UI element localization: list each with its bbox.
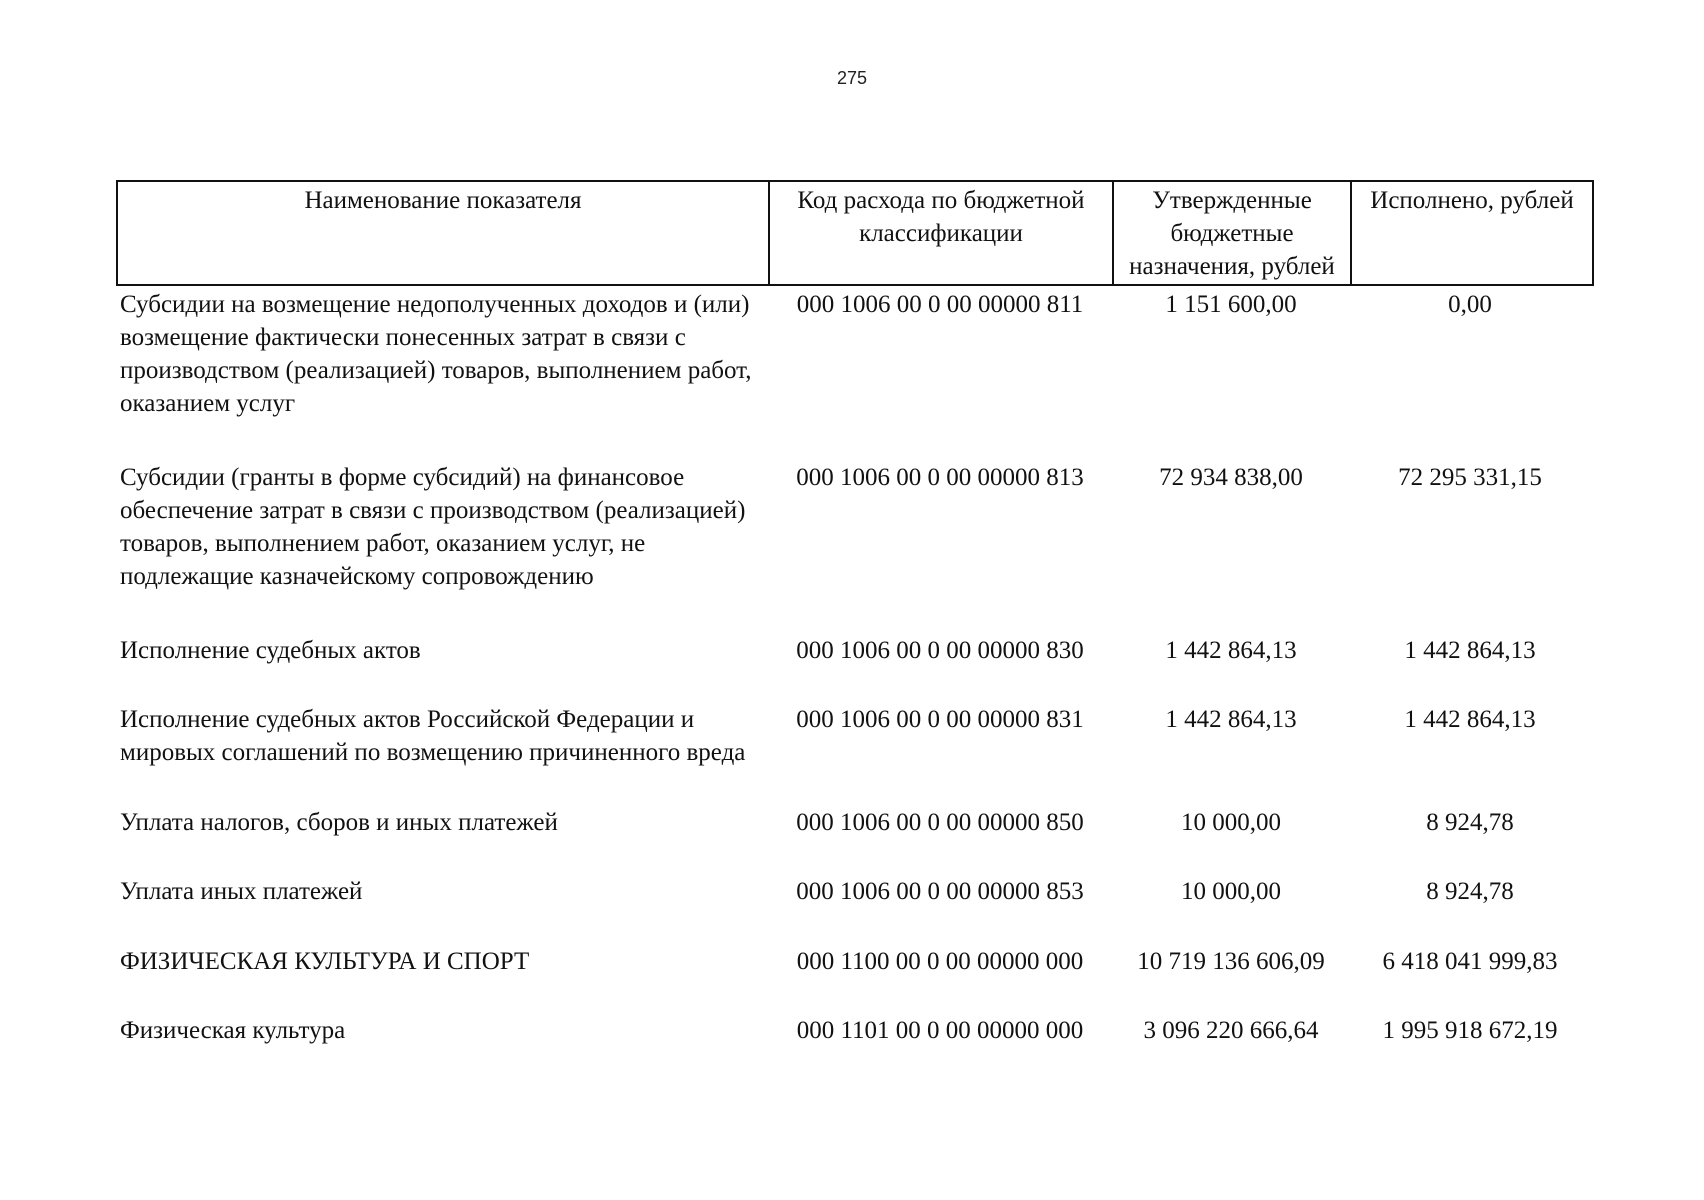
header-approved-amount: Утвержденные бюджетные назначения, рублей (1114, 182, 1352, 284)
row-name: Исполнение судебных актов Российской Федерации и мировых соглашений по возмещению причиненного вреда (120, 706, 746, 766)
row-name: Исполнение судебных актов (120, 637, 421, 664)
row-executed: 1 442 864,13 (1404, 706, 1536, 733)
row-code: 000 1006 00 0 00 00000 830 (796, 637, 1084, 664)
page-number: 275 (836, 68, 868, 88)
row-code: 000 1006 00 0 00 00000 813 (796, 464, 1084, 491)
row-name: Уплата иных платежей (120, 878, 363, 905)
row-executed: 0,00 (1448, 291, 1492, 318)
row-code: 000 1006 00 0 00 00000 811 (796, 291, 1084, 318)
row-approved: 1 442 864,13 (1165, 706, 1297, 733)
row-name: Уплата налогов, сборов и иных платежей (120, 809, 558, 836)
row-executed: 1 442 864,13 (1404, 637, 1536, 664)
header-indicator-name: Наименование показателя (118, 182, 770, 284)
row-executed: 6 418 041 999,83 (1382, 948, 1558, 975)
row-approved: 1 151 600,00 (1165, 291, 1297, 318)
row-code: 000 1006 00 0 00 00000 850 (796, 809, 1084, 836)
row-approved: 72 934 838,00 (1159, 464, 1303, 491)
row-code: 000 1006 00 0 00 00000 853 (796, 878, 1084, 905)
row-name: Субсидии на возмещение недополученных доходов и (или) возмещение фактически понесенных затрат в связи с производством (реализацией) товаров, выполнением работ, оказанием услуг (120, 291, 752, 417)
header-executed-amount: Исполнено, рублей (1370, 187, 1574, 214)
header-expense-code: Код расхода по бюджетной классификации (770, 182, 1114, 284)
row-name: Субсидии (гранты в форме субсидий) на финансовое обеспечение затрат в связи с производством (реализацией) товаров, выполнением работ, оказанием услуг, не подлежащие казначейскому сопровождению (120, 464, 746, 590)
row-approved: 10 000,00 (1181, 809, 1281, 836)
row-executed: 8 924,78 (1426, 878, 1514, 905)
row-code: 000 1006 00 0 00 00000 831 (796, 706, 1084, 733)
row-code: 000 1100 00 0 00 00000 000 (796, 948, 1084, 975)
row-name: Физическая культура (120, 1017, 346, 1044)
row-approved: 10 719 136 606,09 (1137, 948, 1325, 975)
row-code: 000 1101 00 0 00 00000 000 (796, 1017, 1084, 1044)
row-executed: 8 924,78 (1426, 809, 1514, 836)
row-approved: 1 442 864,13 (1165, 637, 1297, 664)
row-executed: 1 995 918 672,19 (1382, 1017, 1558, 1044)
table-header (116, 180, 1594, 286)
row-executed: 72 295 331,15 (1398, 464, 1542, 491)
row-approved: 10 000,00 (1181, 878, 1281, 905)
row-approved: 3 096 220 666,64 (1143, 1017, 1319, 1044)
row-name: ФИЗИЧЕСКАЯ КУЛЬТУРА И СПОРТ (120, 948, 530, 975)
